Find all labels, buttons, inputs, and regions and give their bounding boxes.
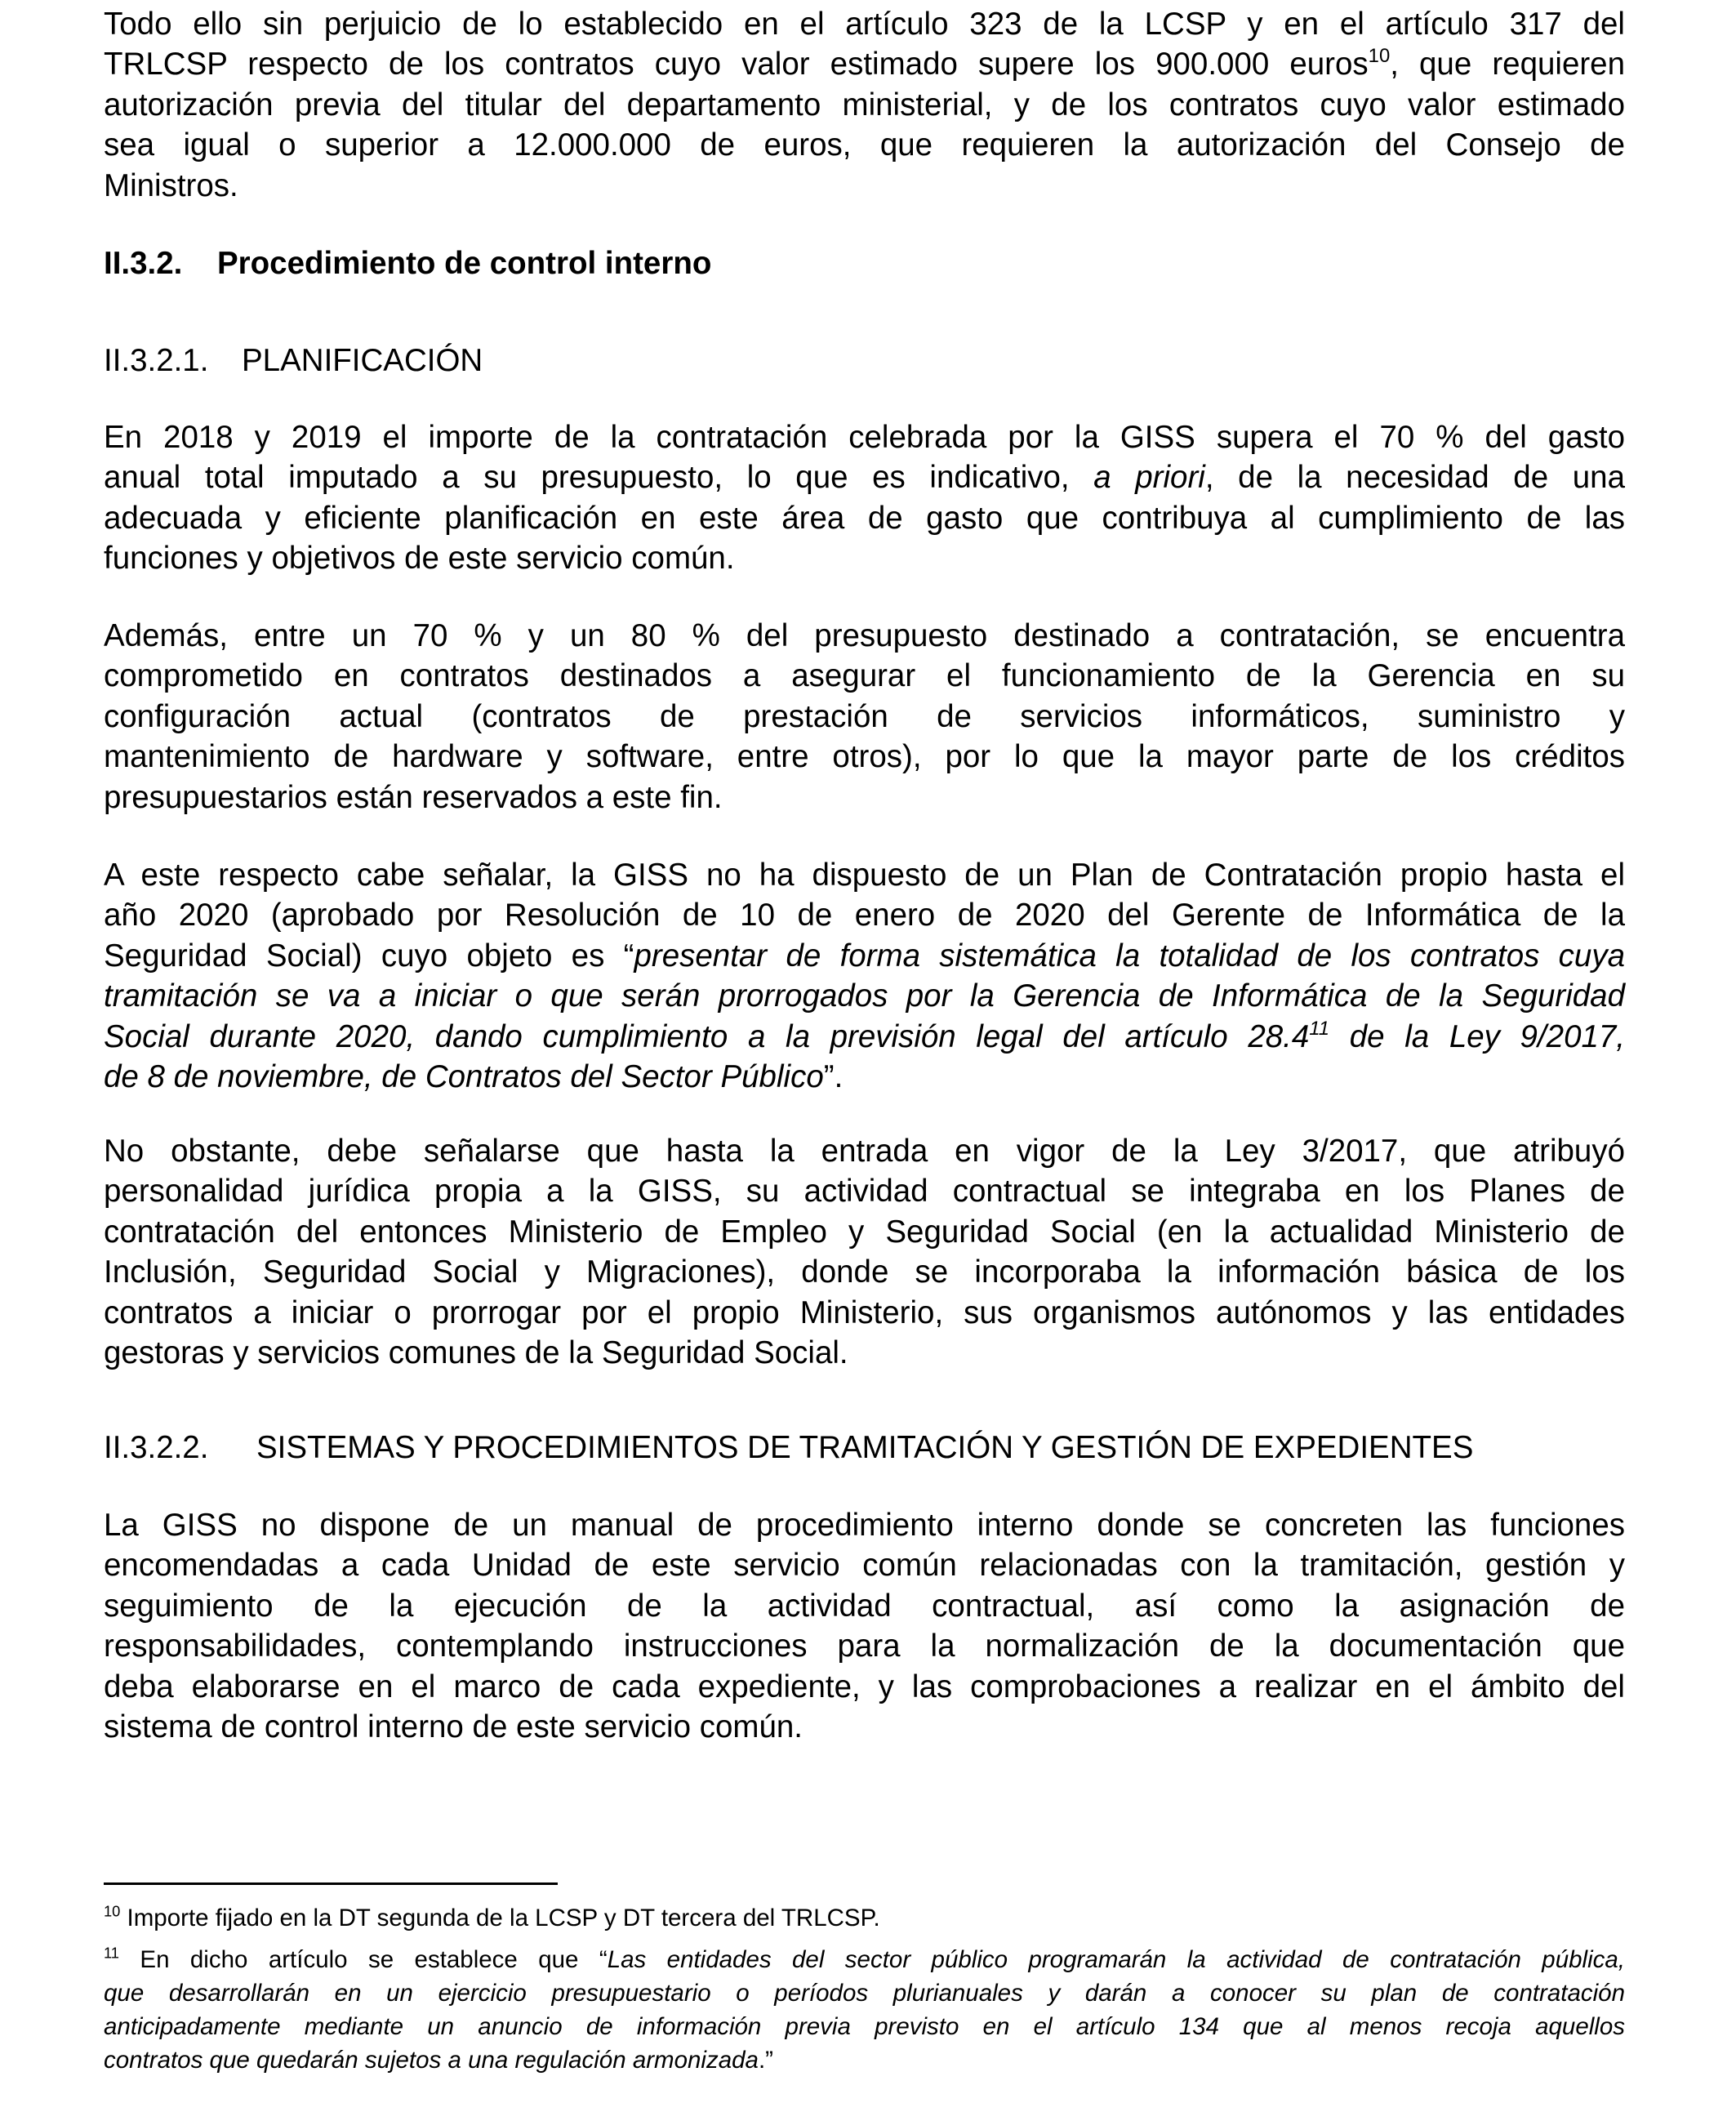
text-line [104,976,1625,1016]
text-segment: En dicho artículo se establece que “ [118,1946,608,1973]
text-line [104,1943,1625,1976]
text-line [104,1707,1625,1747]
text-line [104,2010,1625,2043]
text-segment: año 2020 (aprobado por Resolución de 10 de enero de 2020 del Gerente de Informática de la [104,898,1625,933]
text-segment: sea igual o superior a 12.000.000 de euros, que requieren la autorización del Consejo de [104,127,1625,163]
text-segment: anual total imputado a su presupuesto, lo que es indicativo, [104,460,1094,496]
text-line [104,1171,1625,1211]
text-line [104,1505,1625,1545]
text-segment: Social durante 2020, dando cumplimiento a la previsión legal del artículo 28.4 [104,1018,1310,1054]
text-line [104,538,1625,578]
footnote-separator [104,1882,558,1885]
text-line [104,777,1625,818]
text-line [104,1131,1625,1171]
text-segment: sistema de control interno de este servicio común. [104,1709,803,1745]
text-segment: mantenimiento de hardware y software, entre otros), por lo que la mayor parte de los créditos [104,739,1625,775]
text-segment: Inclusión, Seguridad Social y Migraciones), donde se incorporaba la información básica de los [104,1254,1625,1290]
text-line [104,1586,1625,1626]
text-segment: a priori [1093,460,1205,496]
footnote-reference: 11 [1309,1017,1330,1040]
text-segment: Seguridad Social) cuyo objeto es “ [104,938,634,974]
text-segment: La GISS no dispone de un manual de procedimiento interno donde se concreten las funciones [104,1508,1625,1543]
paragraph-budget [104,616,1625,818]
footnote-11 [104,1943,1625,2077]
paragraph-law-3-2017 [104,1131,1625,1373]
text-line [104,1212,1625,1252]
text-segment: comprometido en contratos destinados a asegurar el funcionamiento de la Gerencia en su [104,658,1625,694]
text-segment: tramitación se va a iniciar o que serán prorrogados por la Gerencia de Informática de la Seguridad [104,978,1625,1014]
heading-title: SISTEMAS Y PROCEDIMIENTOS DE TRAMITACIÓN Y GESTIÓN DE EXPEDIENTES [256,1430,1474,1465]
text-line [104,895,1625,935]
text-line [104,1057,1625,1097]
text-segment: responsabilidades, contemplando instrucciones para la normalización de la documentación que [104,1628,1625,1664]
footnote-reference: 10 [104,1902,121,1920]
text-line [104,1667,1625,1707]
text-segment: presupuestarios están reservados a este fin. [104,779,723,815]
text-segment: contratación del entonces Ministerio de Empleo y Seguridad Social (en la actualidad Ministerio de [104,1214,1625,1250]
text-line [104,2043,1625,2077]
heading-title: PLANIFICACIÓN [242,343,483,378]
text-line [104,697,1625,737]
footnote-10 [104,1901,1625,1935]
text-segment: gestoras y servicios comunes de la Seguridad Social. [104,1335,848,1371]
text-segment: funciones y objetivos de este servicio común. [104,541,735,577]
text-segment: contratos que quedarán sujetos a una regulación armonizada [104,2047,759,2074]
text-line [104,1293,1625,1333]
text-segment: , de la necesidad de una [1204,460,1625,496]
text-segment: Importe fijado en la DT segunda de la LCSP y DT tercera del TRLCSP. [120,1905,880,1931]
text-segment: contratos a iniciar o prorrogar por el propio Ministerio, sus organismos autónomos y las entidades [104,1294,1625,1330]
text-line [104,1901,1625,1935]
text-line [104,417,1625,457]
text-segment: deba elaborarse en el marco de cada expediente, y las comprobaciones a realizar en el ámbito del [104,1669,1625,1704]
text-line [104,1333,1625,1373]
text-segment: autorización previa del titular del departamento ministerial, y de los contratos cuyo valor estimado [104,87,1625,123]
paragraph-procedures [104,1505,1625,1747]
heading-number: II.3.2.2. [104,1430,209,1465]
text-line [104,85,1625,125]
text-segment: Ministros. [104,167,238,203]
text-segment: .” [758,2047,773,2074]
heading-title: Procedimiento de control interno [217,246,712,281]
heading-number: II.3.2. [104,246,183,281]
text-line [104,855,1625,895]
text-segment: que desarrollarán en un ejercicio presupuestario o períodos plurianuales y darán a conocer su plan de contratación [104,1980,1625,2007]
footnote-reference: 11 [104,1944,119,1962]
text-segment: Además, entre un 70 % y un 80 % del presupuesto destinado a contratación, se encuentra [104,618,1625,653]
text-segment: seguimiento de la ejecución de la actividad contractual, así como la asignación de [104,1588,1625,1624]
text-segment: A este respecto cabe señalar, la GISS no ha dispuesto de un Plan de Contratación propio hasta el [104,858,1625,893]
heading-number: II.3.2.1. [104,343,209,378]
footnote-reference: 10 [1368,45,1391,68]
text-line [104,166,1625,206]
text-line [104,44,1625,84]
paragraph-contracting-plan [104,855,1625,1097]
text-line [104,616,1625,656]
text-segment: anticipadamente mediante un anuncio de información previa previsto en el artículo 134 que al menos recoja aquellos [104,2013,1625,2040]
text-line [104,1545,1625,1585]
text-segment: adecuada y eficiente planificación en este área de gasto que contribuya al cumplimiento de las [104,500,1625,536]
text-segment: encomendadas a cada Unidad de este servicio común relacionadas con la tramitación, gestión y [104,1548,1625,1584]
text-segment: de 8 de noviembre, de Contratos del Sector Público [104,1059,824,1095]
text-segment: presentar de forma sistemática la totalidad de los contratos cuya [634,938,1625,974]
text-line [104,1976,1625,2010]
text-line [104,4,1625,44]
text-line [104,737,1625,777]
text-line [104,125,1625,165]
text-segment: , que requieren [1390,47,1625,82]
paragraph-intro [104,4,1625,206]
text-segment: configuración actual (contratos de prestación de servicios informáticos, suministro y [104,698,1625,734]
text-line [104,1017,1625,1057]
text-segment: TRLCSP respecto de los contratos cuyo valor estimado supere los 900.000 euros [104,47,1369,82]
text-line [104,936,1625,976]
text-line [104,457,1625,497]
text-segment: ”. [823,1059,844,1095]
text-segment: No obstante, debe señalarse que hasta la entrada en vigor de la Ley 3/2017, que atribuyó [104,1134,1625,1169]
text-segment: Las entidades del sector público programarán la actividad de contratación pública, [607,1946,1625,1973]
paragraph-planning [104,417,1625,579]
text-segment: personalidad jurídica propia a la GISS, su actividad contractual se integraba en los Planes de [104,1174,1625,1210]
text-segment: En 2018 y 2019 el importe de la contratación celebrada por la GISS supera el 70 % del gasto [104,420,1625,455]
text-segment: Todo ello sin perjuicio de lo establecido en el artículo 323 de la LCSP y en el artículo 317 del [104,7,1625,42]
text-line [104,656,1625,696]
text-line [104,498,1625,538]
text-segment: de la Ley 9/2017, [1329,1018,1625,1054]
text-line [104,1252,1625,1292]
text-line [104,1626,1625,1666]
